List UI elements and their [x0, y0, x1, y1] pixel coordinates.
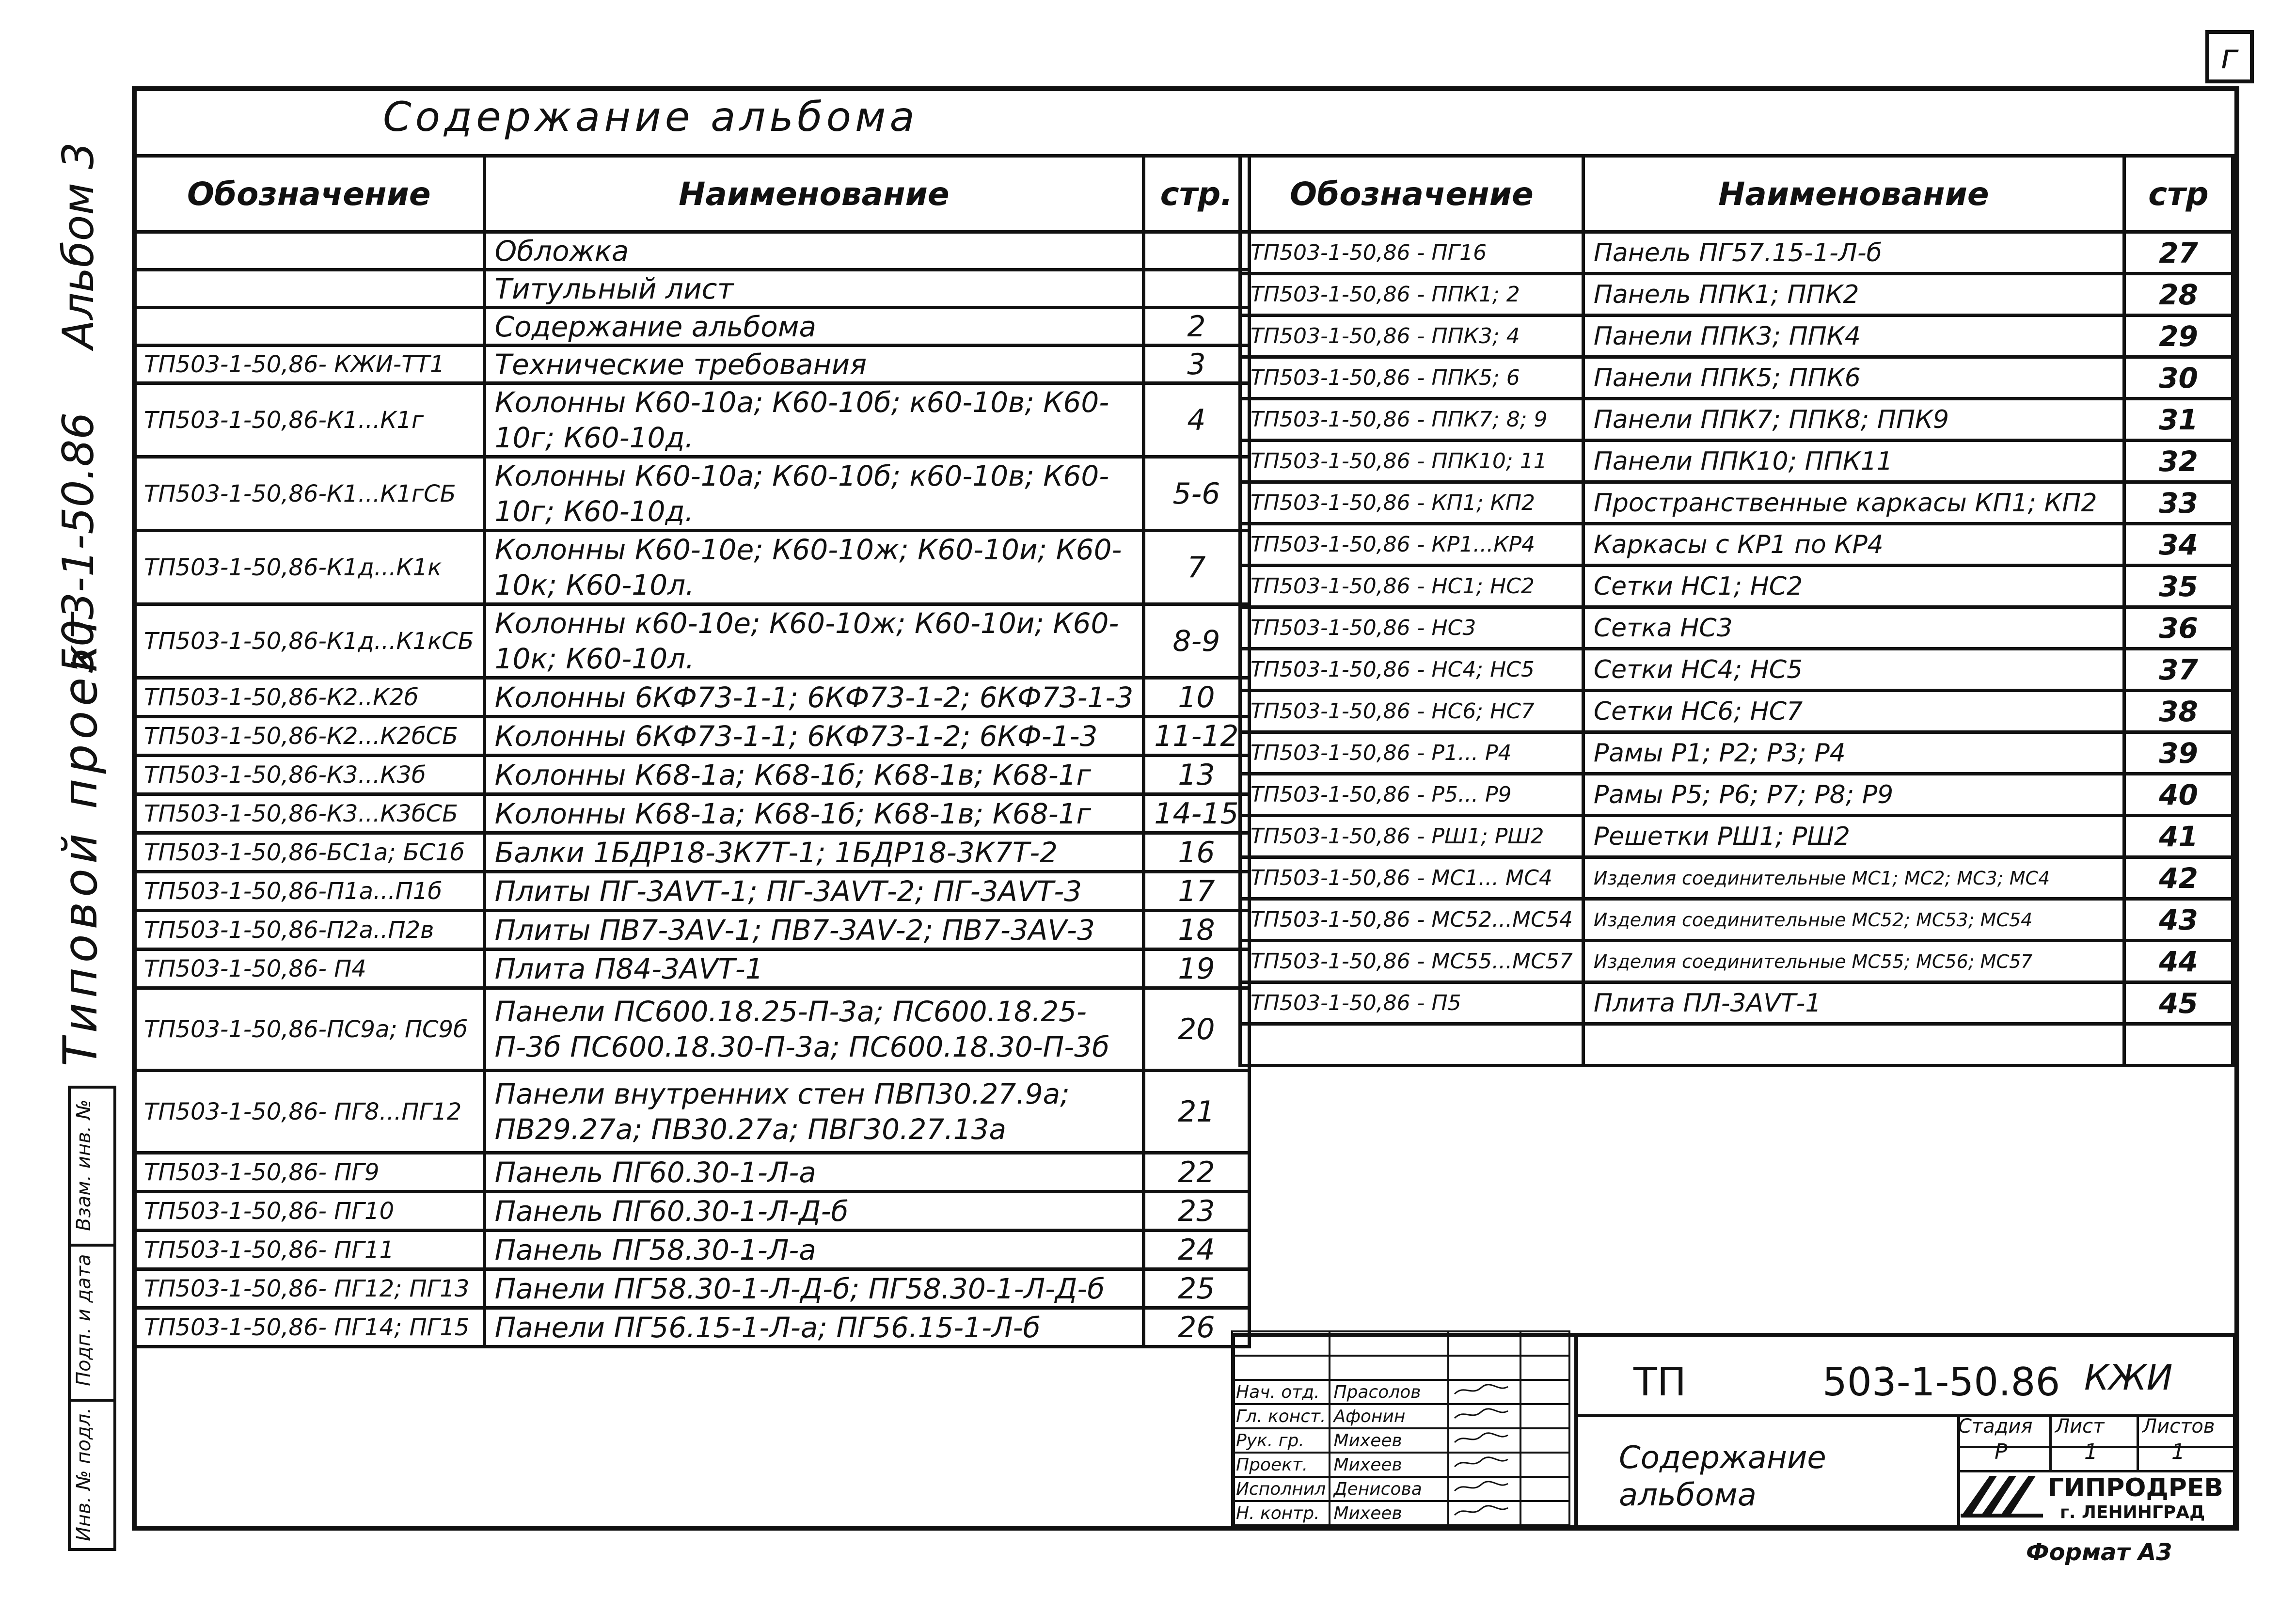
designation-cell: ТП503-1-50,86 - Р5... Р9: [1240, 774, 1583, 816]
signature-date: [1520, 1428, 1569, 1453]
page-cell: 32: [2124, 441, 2233, 482]
table-row: [134, 678, 1250, 717]
designation-cell: [134, 308, 485, 346]
designation-cell: ТП503-1-50,86 - НС1; НС2: [1240, 566, 1583, 607]
side-stamp-label-1: Взам. инв. №: [73, 1099, 95, 1231]
right-contents-table: [1238, 154, 2234, 1067]
designation-cell: ТП503-1-50,86- ПГ9: [134, 1153, 485, 1192]
name-cell: Панели ППК5; ППК6: [1583, 357, 2124, 399]
page-cell: 18: [1144, 911, 1249, 949]
page-cell: 36: [2124, 607, 2233, 649]
table-row: [134, 308, 1250, 346]
name-cell: Панель ПГ58.30-1-Л-а: [484, 1231, 1144, 1269]
designation-cell: ТП503-1-50,86 - НС4; НС5: [1240, 649, 1583, 691]
page-cell: 2: [1144, 308, 1249, 346]
page-cell: 43: [2124, 899, 2233, 941]
table-row: [134, 988, 1250, 1071]
name-cell: Плита П84-3АⅤТ-1: [484, 949, 1144, 988]
handwritten-signature-icon: [1452, 1479, 1510, 1495]
col-designation-header: Обозначение: [134, 156, 485, 232]
signature-name: Михеев: [1330, 1428, 1448, 1453]
page-cell: 13: [1144, 756, 1249, 794]
table-row: [1240, 566, 2233, 607]
signature-mark: [1448, 1501, 1520, 1525]
left-contents-table: [132, 154, 1251, 1348]
designation-cell: ТП503-1-50,86 - П5: [1240, 982, 1583, 1024]
name-cell: Сетки НС4; НС5: [1583, 649, 2124, 691]
name-cell: Рамы Р1; Р2; Р3; Р4: [1583, 732, 2124, 774]
name-cell: Колонны 6КФ73-1-1; 6КФ73-1-2; 6КФ73-1-3: [484, 678, 1144, 717]
signature-row: [1232, 1501, 1569, 1525]
page-cell: [2124, 1024, 2233, 1066]
name-cell: Изделия соединительные МС52; МС53; МС54: [1583, 899, 2124, 941]
table-row: [1240, 482, 2233, 524]
signature-role: Проект.: [1232, 1453, 1330, 1477]
name-cell: Колонны К60-10е; К60-10ж; К60-10и; К60-10к; К60-10л.: [484, 531, 1144, 604]
page-cell: 33: [2124, 482, 2233, 524]
table-row: [1240, 316, 2233, 357]
signature-role: Исполнил: [1232, 1477, 1330, 1501]
handwritten-signature-icon: [1452, 1455, 1510, 1471]
signature-name: Прасолов: [1330, 1380, 1448, 1404]
signature-row: [1232, 1453, 1569, 1477]
name-cell: Колонны 6КФ73-1-1; 6КФ73-1-2; 6КФ-1-3: [484, 717, 1144, 756]
handwritten-signature-icon: [1452, 1503, 1510, 1519]
table-row: [134, 717, 1250, 756]
format-label: Формат А3: [2026, 1539, 2172, 1566]
signature-row: [1232, 1477, 1569, 1501]
name-cell: Панель ПГ57.15-1-Л-б: [1583, 232, 2124, 274]
name-cell: Колонны К68-1а; К68-1б; К68-1в; К68-1г: [484, 756, 1144, 794]
signature-name: Михеев: [1330, 1501, 1448, 1525]
table-row: [1240, 941, 2233, 982]
name-cell: Обложка: [484, 232, 1144, 270]
sheet-corner-mark: [2205, 30, 2254, 83]
designation-cell: ТП503-1-50,86-БС1а; БС1б: [134, 833, 485, 872]
name-cell: Балки 1БДР18-3К7Т-1; 1БДР18-3К7Т-2: [484, 833, 1144, 872]
organization-city: г. ЛЕНИНГРАД: [2060, 1502, 2205, 1522]
page-cell: 16: [1144, 833, 1249, 872]
designation-cell: ТП503-1-50,86- КЖИ-ТТ1: [134, 346, 485, 383]
designation-cell: ТП503-1-50,86- ПГ14; ПГ15: [134, 1308, 485, 1347]
table-row: [134, 1192, 1250, 1231]
page-cell: 22: [1144, 1153, 1249, 1192]
designation-cell: ТП503-1-50,86 - КР1...КР4: [1240, 524, 1583, 566]
title-mark: КЖИ: [2084, 1357, 2173, 1398]
side-stamp-label-2: Подп. и дата: [73, 1254, 95, 1386]
table-row: [134, 531, 1250, 604]
table-row: [134, 756, 1250, 794]
page-cell: 21: [1144, 1071, 1249, 1153]
table-row: [1240, 524, 2233, 566]
page-cell: 3: [1144, 346, 1249, 383]
table-row: [1240, 399, 2233, 441]
page-cell: 44: [2124, 941, 2233, 982]
name-cell: Панели ПГ58.30-1-Л-Д-б; ПГ58.30-1-Л-Д-б: [484, 1269, 1144, 1308]
designation-cell: ТП503-1-50,86-К2...К2бСБ: [134, 717, 485, 756]
col-designation-header: Обозначение: [1240, 156, 1583, 232]
designation-cell: ТП503-1-50,86-П1а...П1б: [134, 872, 485, 911]
name-cell: Панели ППК10; ППК11: [1583, 441, 2124, 482]
table-row: [1240, 982, 2233, 1024]
signature-name: Михеев: [1330, 1453, 1448, 1477]
page-cell: [1144, 232, 1249, 270]
name-cell: Панель ПГ60.30-1-Л-Д-б: [484, 1192, 1144, 1231]
page-cell: 7: [1144, 531, 1249, 604]
designation-cell: ТП503-1-50,86 - ПГ16: [1240, 232, 1583, 274]
table-row: [1240, 1024, 2233, 1066]
designation-cell: [1240, 1024, 1583, 1066]
table-row: [134, 872, 1250, 911]
designation-cell: ТП503-1-50,86 - РШ1; РШ2: [1240, 816, 1583, 857]
page-cell: 27: [2124, 232, 2233, 274]
table-row: [1240, 357, 2233, 399]
page-cell: 35: [2124, 566, 2233, 607]
page-cell: 37: [2124, 649, 2233, 691]
table-row: [1240, 691, 2233, 732]
col-name-header: Наименование: [484, 156, 1144, 232]
sheets-label: Листов: [2142, 1415, 2215, 1438]
name-cell: Плиты ПВ7-3АⅤ-1; ПВ7-3АⅤ-2; ПВ7-3АⅤ-3: [484, 911, 1144, 949]
designation-cell: ТП503-1-50,86 - КП1; КП2: [1240, 482, 1583, 524]
handwritten-signature-icon: [1452, 1406, 1510, 1423]
signature-date: [1520, 1380, 1569, 1404]
page-cell: 29: [2124, 316, 2233, 357]
signature-mark: [1448, 1428, 1520, 1453]
designation-cell: ТП503-1-50,86-К3...К3б: [134, 756, 485, 794]
name-cell: Технические требования: [484, 346, 1144, 383]
name-cell: Сетки НС6; НС7: [1583, 691, 2124, 732]
table-row: [134, 457, 1250, 531]
designation-cell: ТП503-1-50,86 - НС6; НС7: [1240, 691, 1583, 732]
page-cell: 41: [2124, 816, 2233, 857]
signature-role: Н. контр.: [1232, 1501, 1330, 1525]
designation-cell: ТП503-1-50,86- ПГ12; ПГ13: [134, 1269, 485, 1308]
table-row: [1240, 816, 2233, 857]
designation-cell: ТП503-1-50,86- ПГ10: [134, 1192, 485, 1231]
signature-date: [1520, 1477, 1569, 1501]
page-cell: 10: [1144, 678, 1249, 717]
table-row: [134, 1071, 1250, 1153]
designation-cell: ТП503-1-50,86-ПС9а; ПС9б: [134, 988, 485, 1071]
signature-date: [1520, 1453, 1569, 1477]
title-project-code: 503-1-50.86: [1822, 1360, 2060, 1405]
page-cell: 5-6: [1144, 457, 1249, 531]
designation-cell: ТП503-1-50,86- П4: [134, 949, 485, 988]
col-page-header: стр.: [1144, 156, 1249, 232]
name-cell: Каркасы с КР1 по КР4: [1583, 524, 2124, 566]
side-typical-project: Типовой проект: [53, 607, 108, 1066]
page-cell: 14-15: [1144, 794, 1249, 833]
page-cell: 34: [2124, 524, 2233, 566]
designation-cell: ТП503-1-50,86-К2..К2б: [134, 678, 485, 717]
designation-cell: ТП503-1-50,86-К1...К1г: [134, 383, 485, 457]
name-cell: Панели ПС600.18.25-П-3а; ПС600.18.25-П-3б ПС600.18.30-П-3а; ПС600.18.30-П-3б: [484, 988, 1144, 1071]
table-row: [134, 232, 1250, 270]
name-cell: Панель ППК1; ППК2: [1583, 274, 2124, 316]
name-cell: Колонны к60-10е; К60-10ж; К60-10и; К60-10к; К60-10л.: [484, 604, 1144, 678]
table-row: [134, 1308, 1250, 1347]
name-cell: Плиты ПГ-3АⅤТ-1; ПГ-3АⅤТ-2; ПГ-3АⅤТ-3: [484, 872, 1144, 911]
handwritten-signature-icon: [1452, 1382, 1510, 1398]
signature-date: [1520, 1404, 1569, 1428]
page-cell: 39: [2124, 732, 2233, 774]
signature-row: [1232, 1380, 1569, 1404]
name-cell: Плита ПЛ-3АⅤТ-1: [1583, 982, 2124, 1024]
name-cell: Содержание альбома: [484, 308, 1144, 346]
name-cell: Колонны К60-10а; К60-10б; к60-10в; К60-10г; К60-10д.: [484, 383, 1144, 457]
signature-mark: [1448, 1453, 1520, 1477]
designation-cell: ТП503-1-50,86 - ППК10; 11: [1240, 441, 1583, 482]
name-cell: Изделия соединительные МС1; МС2; МС3; МС4: [1583, 857, 2124, 899]
handwritten-signature-icon: [1452, 1430, 1510, 1447]
page-cell: 17: [1144, 872, 1249, 911]
table-row: [134, 1231, 1250, 1269]
table-row: [134, 794, 1250, 833]
signature-role: Нач. отд.: [1232, 1380, 1330, 1404]
organization-logo-icon: [1961, 1471, 2043, 1519]
page-cell: 11-12: [1144, 717, 1249, 756]
table-row: [1240, 232, 2233, 274]
signature-row: [1232, 1404, 1569, 1428]
designation-cell: ТП503-1-50,86 - МС52...МС54: [1240, 899, 1583, 941]
stage-label: Стадия: [1958, 1415, 2033, 1438]
signature-date: [1520, 1501, 1569, 1525]
signature-mark: [1448, 1404, 1520, 1428]
page-cell: 38: [2124, 691, 2233, 732]
page-cell: 19: [1144, 949, 1249, 988]
name-cell: Панели ППК7; ППК8; ППК9: [1583, 399, 2124, 441]
organization-name: ГИПРОДРЕВ: [2048, 1473, 2224, 1502]
signature-role: Гл. конст.: [1232, 1404, 1330, 1428]
name-cell: Колонны К60-10а; К60-10б; к60-10в; К60-10г; К60-10д.: [484, 457, 1144, 531]
signature-name: Афонин: [1330, 1404, 1448, 1428]
page-cell: 28: [2124, 274, 2233, 316]
signature-mark: [1448, 1477, 1520, 1501]
designation-cell: ТП503-1-50,86 - НС3: [1240, 607, 1583, 649]
name-cell: Панели ПГ56.15-1-Л-а; ПГ56.15-1-Л-б: [484, 1308, 1144, 1347]
name-cell: Пространственные каркасы КП1; КП2: [1583, 482, 2124, 524]
name-cell: Титульный лист: [484, 270, 1144, 308]
table-row: [1240, 441, 2233, 482]
title-project-type: ТП: [1633, 1360, 1687, 1405]
table-row: [1240, 274, 2233, 316]
album-contents-title: Содержание альбома: [383, 93, 918, 141]
page-cell: 25: [1144, 1269, 1249, 1308]
table-row: [1240, 732, 2233, 774]
designation-cell: ТП503-1-50,86-К3...К3бСБ: [134, 794, 485, 833]
page-cell: 31: [2124, 399, 2233, 441]
name-cell: Рамы Р5; Р6; Р7; Р8; Р9: [1583, 774, 2124, 816]
designation-cell: ТП503-1-50,86-К1...К1гСБ: [134, 457, 485, 531]
sheet-label: Лист: [2055, 1415, 2105, 1438]
page-cell: [1144, 270, 1249, 308]
page-cell: 26: [1144, 1308, 1249, 1347]
designation-cell: ТП503-1-50,86 - ППК3; 4: [1240, 316, 1583, 357]
designation-cell: ТП503-1-50,86 - ППК5; 6: [1240, 357, 1583, 399]
table-row: [134, 911, 1250, 949]
side-stamp-label-3: Инв. № подл.: [73, 1407, 95, 1541]
table-row: [1240, 649, 2233, 691]
page-cell: 30: [2124, 357, 2233, 399]
page-cell: 42: [2124, 857, 2233, 899]
table-row: [134, 346, 1250, 383]
designation-cell: ТП503-1-50,86 - МС55...МС57: [1240, 941, 1583, 982]
right-table-header: [1240, 156, 2233, 232]
table-row: [134, 1269, 1250, 1308]
page-cell: 24: [1144, 1231, 1249, 1269]
table-row: [134, 270, 1250, 308]
designation-cell: ТП503-1-50,86 - Р1... Р4: [1240, 732, 1583, 774]
side-project-code: 503-1-50.86: [53, 412, 103, 674]
designation-cell: ТП503-1-50,86- ПГ8...ПГ12: [134, 1071, 485, 1153]
col-name-header: Наименование: [1583, 156, 2124, 232]
signature-table: [1231, 1330, 1570, 1526]
designation-cell: [134, 232, 485, 270]
designation-cell: ТП503-1-50,86 - ППК7; 8; 9: [1240, 399, 1583, 441]
table-row: [134, 833, 1250, 872]
corner-mark-text: г: [2220, 37, 2239, 77]
designation-cell: ТП503-1-50,86-К1д...К1кСБ: [134, 604, 485, 678]
name-cell: Сетка НС3: [1583, 607, 2124, 649]
table-row: [134, 1153, 1250, 1192]
sheets-value: 1: [2171, 1439, 2185, 1464]
name-cell: Панели внутренних стен ПВП30.27.9а; ПВ29.27а; ПВ30.27а; ПВГ30.27.13а: [484, 1071, 1144, 1153]
name-cell: [1583, 1024, 2124, 1066]
title-sheet-title: Содержание альбома: [1619, 1440, 1826, 1513]
page-cell: 20: [1144, 988, 1249, 1071]
name-cell: Сетки НС1; НС2: [1583, 566, 2124, 607]
signature-row: [1232, 1428, 1569, 1453]
name-cell: Панели ППК3; ППК4: [1583, 316, 2124, 357]
table-row: [134, 604, 1250, 678]
page-cell: 8-9: [1144, 604, 1249, 678]
designation-cell: [134, 270, 485, 308]
signature-mark: [1448, 1380, 1520, 1404]
sheet-value: 1: [2084, 1439, 2098, 1464]
name-cell: Решетки РШ1; РШ2: [1583, 816, 2124, 857]
signature-role: Рук. гр.: [1232, 1428, 1330, 1453]
page-cell: 4: [1144, 383, 1249, 457]
page-cell: 23: [1144, 1192, 1249, 1231]
designation-cell: ТП503-1-50,86-К1д...К1к: [134, 531, 485, 604]
designation-cell: ТП503-1-50,86 - ППК1; 2: [1240, 274, 1583, 316]
designation-cell: ТП503-1-50,86-П2а..П2в: [134, 911, 485, 949]
table-row: [134, 949, 1250, 988]
designation-cell: ТП503-1-50,86 - МС1... МС4: [1240, 857, 1583, 899]
designation-cell: ТП503-1-50,86- ПГ11: [134, 1231, 485, 1269]
stage-value: Р: [1995, 1439, 2008, 1464]
table-row: [1240, 857, 2233, 899]
col-page-header: стр: [2124, 156, 2233, 232]
table-row: [1240, 607, 2233, 649]
name-cell: Панель ПГ60.30-1-Л-а: [484, 1153, 1144, 1192]
table-row: [1240, 899, 2233, 941]
left-table-header: [134, 156, 1250, 232]
name-cell: Колонны К68-1а; К68-1б; К68-1в; К68-1г: [484, 794, 1144, 833]
page-cell: 40: [2124, 774, 2233, 816]
table-row: [1240, 774, 2233, 816]
side-album-label: Альбом 3: [53, 142, 103, 349]
signature-name: Денисова: [1330, 1477, 1448, 1501]
table-row: [134, 383, 1250, 457]
name-cell: Изделия соединительные МС55; МС56; МС57: [1583, 941, 2124, 982]
page-cell: 45: [2124, 982, 2233, 1024]
